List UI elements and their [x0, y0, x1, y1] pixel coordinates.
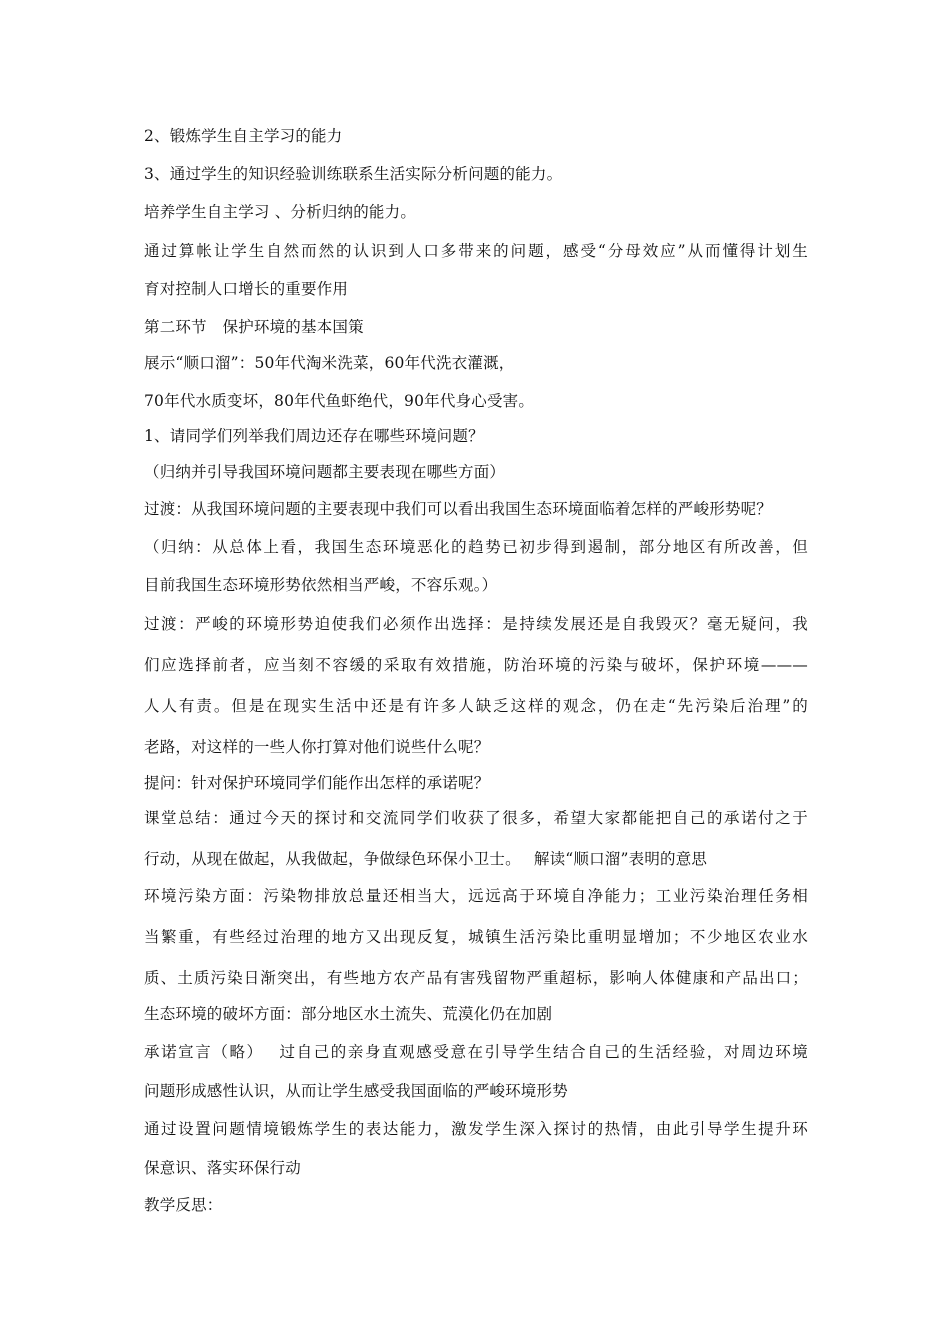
- text-line: 育对控制人口增长的重要作用: [144, 280, 349, 298]
- text-line: 目前我国生态环境形势依然相当严峻，不容乐观。）: [144, 576, 498, 594]
- text-line: 生态环境的破坏方面：部分地区水土流失、荒漠化仍在加剧: [144, 1005, 553, 1023]
- text-line: 培养学生自主学习 、分析归纳的能力。: [144, 203, 417, 221]
- section-heading: 第二环节 保护环境的基本国策: [144, 318, 364, 336]
- text-line: 承诺宣言（略） 过自己的亲身直观感受意在引导学生结合自己的生活经验，对周边环境: [144, 1043, 808, 1061]
- text-line: 质、土质污染日渐突出，有些地方农产品有害残留物严重超标，影响人体健康和产品出口；: [144, 969, 808, 987]
- text-line: 通过算帐让学生自然而然的认识到人口多带来的问题，感受“分母效应”从而懂得计划生: [144, 242, 808, 260]
- text-line: 人人有责。但是在现实生活中还是有许多人缺乏这样的观念，仍在走“先污染后治理”的: [144, 697, 808, 715]
- text-line: 行动，从现在做起，从我做起，争做绿色环保小卫士。 解读“顺口溜”表明的意思: [144, 850, 708, 868]
- text-line: 当繁重，有些经过治理的地方又出现反复，城镇生活污染比重明显增加；不少地区农业水: [144, 928, 808, 946]
- text-line: 课堂总结：通过今天的探讨和交流同学们收获了很多，希望大家都能把自己的承诺付之于: [144, 809, 808, 827]
- text-line: 教学反思：: [144, 1196, 223, 1214]
- text-line: 保意识、落实环保行动: [144, 1159, 302, 1177]
- text-line: 环境污染方面：污染物排放总量还相当大，远远高于环境自净能力；工业污染治理任务相: [144, 887, 808, 905]
- text-line: 展示“顺口溜”：50年代淘米洗菜，60年代洗衣灌溉，: [144, 354, 515, 372]
- text-line: 过渡：严峻的环境形势迫使我们必须作出选择：是持续发展还是自我毁灭？毫无疑问，我: [144, 615, 808, 633]
- text-line: 1、请同学们列举我们周边还存在哪些环境问题？: [144, 427, 484, 445]
- text-line: 通过设置问题情境锻炼学生的表达能力，激发学生深入探讨的热情，由此引导学生提升环: [144, 1120, 808, 1138]
- text-line: 提问：针对保护环境同学们能作出怎样的承诺呢？: [144, 774, 490, 792]
- text-line: 70年代水质变坏，80年代鱼虾绝代，90年代身心受害。: [144, 392, 535, 410]
- text-line: （归纳：从总体上看，我国生态环境恶化的趋势已初步得到遏制，部分地区有所改善，但: [144, 538, 808, 556]
- text-line: 老路，对这样的一些人你打算对他们说些什么呢？: [144, 738, 490, 756]
- text-line: 2、锻炼学生自主学习的能力: [144, 127, 343, 145]
- text-line: 问题形成感性认识，从而让学生感受我国面临的严峻环境形势: [144, 1082, 568, 1100]
- text-line: 过渡：从我国环境问题的主要表现中我们可以看出我国生态环境面临着怎样的严峻形势呢？: [144, 500, 773, 518]
- text-line: （归纳并引导我国环境问题都主要表现在哪些方面）: [144, 463, 506, 481]
- text-line: 3、通过学生的知识经验训练联系生活实际分析问题的能力。: [144, 165, 563, 183]
- text-line: 们应选择前者，应当刻不容缓的采取有效措施，防治环境的污染与破坏，保护环境———: [144, 656, 808, 674]
